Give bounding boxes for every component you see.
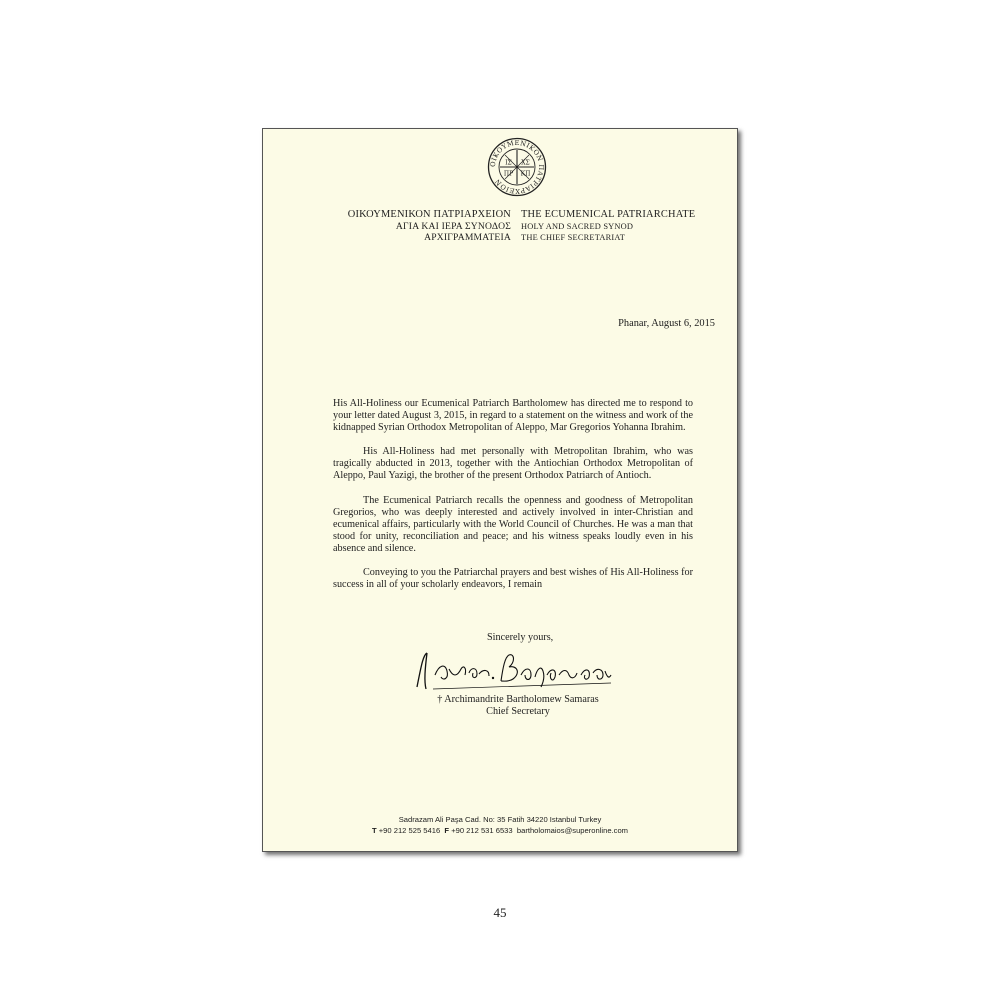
footer-contacts [263, 826, 737, 837]
seal-text-bl: ΠΡ [503, 170, 514, 178]
signer-name: † Archimandrite Bartholomew Samaras [437, 694, 599, 705]
seal-ring-text: ΟΙΚΟΥΜΕΝΙΚΟΝ ΠΑΤΡΙΑΡΧΕΙΟΝ [488, 138, 546, 196]
handwritten-signature [413, 647, 613, 691]
phone-number: +90 212 525 5416 [378, 825, 441, 835]
letterhead-english-line-1: THE ECUMENICAL PATRIARCHATE [521, 209, 696, 220]
signer-block [408, 694, 628, 718]
body-paragraph-4: Conveying to you the Patriarchal prayers and best wishes of His All-Holiness for success in all of your scholarly endeavors, I remain [333, 567, 693, 591]
letter-body [333, 398, 693, 603]
patriarchate-seal-icon [487, 137, 547, 197]
letter-page [262, 128, 738, 852]
closing-salutation: Sincerely yours, [487, 632, 554, 643]
fax-label: F [444, 825, 450, 835]
letterhead-greek [348, 209, 511, 244]
letterhead-english [521, 209, 695, 244]
letterhead-greek-line-2: ΑΓΙΑ ΚΑΙ ΙΕΡΑ ΣΥΝΟΔΟΣ [395, 220, 511, 232]
letter-footer [263, 815, 737, 836]
seal-text-tl: ΙΣ [505, 159, 512, 167]
letterhead-greek-line-3: ΑΡΧΙΓΡΑΜΜΑΤΕΙΑ [424, 232, 511, 243]
letterhead-english-line-2: HOLY AND SACRED SYNOD [521, 221, 634, 231]
body-paragraph-1: His All-Holiness our Ecumenical Patriarch Bartholomew has directed me to respond to your letter dated August 3, 2015, in regard to a statement on the witness and work of the kidnapped Syrian Orthodox Metropolitan of Aleppo, Mar Gregorios Yohanna Ibrahim. [333, 398, 693, 434]
page-number: 45 [493, 905, 507, 920]
phone-label: T [371, 825, 377, 835]
body-paragraph-3: The Ecumenical Patriarch recalls the openness and goodness of Metropolitan Gregorios, who was deeply interested and actively involved in inter-Christian and ecumenical affairs, particularly with the World Council of Churches. He was a man that stood for unity, reconciliation and peace; and his witness speaks loudly even in his absence and silence. [333, 494, 693, 554]
signer-title: Chief Secretary [486, 706, 550, 717]
footer-address: Sadrazam Ali Paşa Cad. No: 35 Fatih 34220 Istanbul Turkey [398, 815, 602, 824]
email-address: bartholomaios@superonline.com [516, 825, 629, 835]
fax-number: +90 212 531 6533 [451, 825, 513, 835]
letterhead-greek-line-1: ΟΙΚΟΥΜΕΝΙΚΟΝ ΠΑΤΡΙΑΡΧΕΙΟΝ [347, 209, 511, 220]
body-paragraph-2: His All-Holiness had met personally with Metropolitan Ibrahim, who was tragically abducted in 2013, together with the Antiochian Orthodox Metropolitan of Aleppo, Paul Yazigi, the brother of the present Orthodox Patriarch of Antioch. [333, 446, 693, 482]
letter-date: Phanar, August 6, 2015 [618, 318, 715, 329]
letterhead-english-line-3: THE CHIEF SECRETARIAT [521, 233, 626, 242]
seal-text-tr: ΧΣ [521, 159, 530, 167]
seal-text-br: ΚΠ [520, 170, 531, 178]
